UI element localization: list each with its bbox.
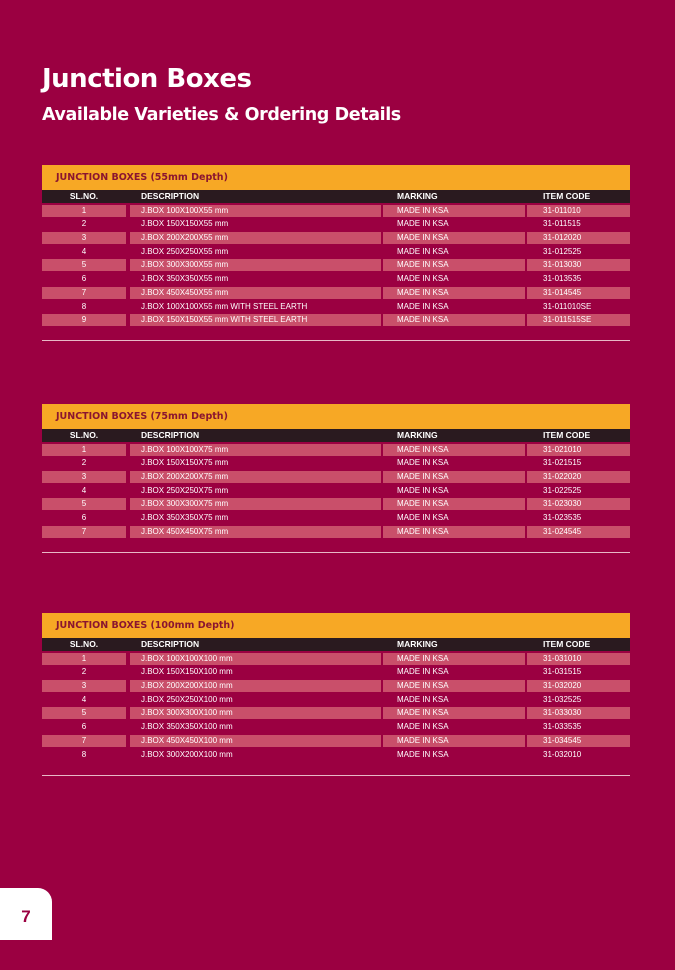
table-row	[42, 735, 630, 747]
cell-sl-no: 3	[42, 680, 126, 692]
table-row	[42, 694, 630, 706]
cell-sl-no: 1	[42, 205, 126, 217]
cell-marking: MADE IN KSA	[397, 485, 449, 495]
section-title: JUNCTION BOXES (75mm Depth)	[42, 404, 630, 429]
column-header-marking: MARKING	[397, 191, 438, 201]
cell-marking: MADE IN KSA	[397, 513, 449, 523]
cell-description: J.BOX 200X200X55 mm	[130, 232, 381, 244]
cell-marking: MADE IN KSA	[397, 694, 449, 704]
cell-description: J.BOX 150X150X100 mm	[141, 667, 233, 677]
table-row	[42, 707, 630, 719]
section-divider	[42, 552, 630, 553]
cell-description: J.BOX 100X100X100 mm	[130, 653, 381, 665]
cell-item-code: 31-011515SE	[527, 314, 630, 326]
table-row	[42, 314, 630, 326]
table-header-row	[42, 638, 630, 651]
cell-item-code: 31-011010SE	[543, 301, 592, 311]
cell-marking: MADE IN KSA	[383, 653, 525, 665]
section-title: JUNCTION BOXES (55mm Depth)	[42, 165, 630, 190]
table-row	[42, 273, 630, 285]
cell-marking: MADE IN KSA	[383, 287, 525, 299]
column-header-sl-no: SL.NO.	[69, 191, 99, 201]
cell-item-code: 31-021010	[527, 444, 630, 456]
cell-item-code: 31-034545	[527, 735, 630, 747]
cell-description: J.BOX 250X250X75 mm	[141, 485, 229, 495]
cell-sl-no: 1	[42, 653, 126, 665]
cell-marking: MADE IN KSA	[383, 471, 525, 483]
section-title: JUNCTION BOXES (100mm Depth)	[42, 613, 630, 638]
cell-sl-no: 8	[81, 301, 87, 311]
cell-marking: MADE IN KSA	[383, 735, 525, 747]
cell-marking: MADE IN KSA	[397, 301, 449, 311]
cell-sl-no: 6	[81, 722, 87, 732]
cell-marking: MADE IN KSA	[397, 274, 449, 284]
cell-item-code: 31-013030	[527, 259, 630, 271]
cell-description: J.BOX 450X450X75 mm	[130, 526, 381, 538]
page-title: Junction Boxes	[42, 64, 252, 94]
page-number: 7	[0, 888, 52, 940]
cell-item-code: 31-014545	[527, 287, 630, 299]
cell-marking: MADE IN KSA	[383, 232, 525, 244]
column-header-description: DESCRIPTION	[141, 191, 200, 201]
cell-sl-no: 7	[42, 735, 126, 747]
section-divider	[42, 775, 630, 776]
cell-sl-no: 7	[42, 526, 126, 538]
cell-item-code: 31-033030	[527, 707, 630, 719]
cell-item-code: 31-032010	[543, 749, 582, 759]
cell-item-code: 31-031010	[527, 653, 630, 665]
table-row	[42, 485, 630, 497]
column-header-item-code: ITEM CODE	[543, 639, 591, 649]
cell-description: J.BOX 100X100X75 mm	[130, 444, 381, 456]
cell-marking: MADE IN KSA	[397, 458, 449, 468]
table-row	[42, 218, 630, 230]
cell-description: J.BOX 350X350X100 mm	[141, 722, 233, 732]
column-header-sl-no: SL.NO.	[69, 639, 99, 649]
cell-marking: MADE IN KSA	[397, 749, 449, 759]
table-row	[42, 653, 630, 665]
cell-marking: MADE IN KSA	[383, 444, 525, 456]
table-row	[42, 246, 630, 258]
cell-item-code: 31-023535	[543, 513, 582, 523]
table-header-row	[42, 429, 630, 442]
cell-description: J.BOX 150X150X55 mm WITH STEEL EARTH	[130, 314, 381, 326]
cell-description: J.BOX 250X250X100 mm	[141, 694, 233, 704]
table-row	[42, 749, 630, 761]
cell-sl-no: 6	[81, 513, 87, 523]
cell-description: J.BOX 100X100X55 mm WITH STEEL EARTH	[141, 301, 308, 311]
cell-item-code: 31-022525	[543, 485, 582, 495]
cell-item-code: 31-011515	[543, 219, 581, 229]
cell-marking: MADE IN KSA	[383, 498, 525, 510]
cell-description: J.BOX 350X350X55 mm	[141, 274, 229, 284]
cell-sl-no: 4	[81, 694, 87, 704]
cell-marking: MADE IN KSA	[397, 219, 449, 229]
cell-item-code: 31-021515	[543, 458, 582, 468]
cell-item-code: 31-032525	[543, 694, 582, 704]
cell-item-code: 31-012525	[543, 246, 582, 256]
cell-description: J.BOX 450X450X100 mm	[130, 735, 381, 747]
table-row	[42, 471, 630, 483]
cell-item-code: 31-012020	[527, 232, 630, 244]
cell-sl-no: 3	[42, 232, 126, 244]
table-row	[42, 512, 630, 524]
section-75mm-table	[42, 404, 630, 553]
table-header-row	[42, 190, 630, 203]
cell-item-code: 31-022020	[527, 471, 630, 483]
section-55mm-table	[42, 165, 630, 341]
section-divider	[42, 340, 630, 341]
cell-item-code: 31-013535	[543, 274, 582, 284]
cell-description: J.BOX 150X150X75 mm	[141, 458, 229, 468]
cell-description: J.BOX 300X300X75 mm	[130, 498, 381, 510]
cell-item-code: 31-032020	[527, 680, 630, 692]
cell-marking: MADE IN KSA	[383, 314, 525, 326]
cell-marking: MADE IN KSA	[383, 680, 525, 692]
cell-marking: MADE IN KSA	[383, 205, 525, 217]
table-row	[42, 666, 630, 678]
column-header-marking: MARKING	[397, 430, 438, 440]
cell-marking: MADE IN KSA	[383, 259, 525, 271]
column-header-description: DESCRIPTION	[141, 639, 200, 649]
table-row	[42, 457, 630, 469]
table-row	[42, 721, 630, 733]
cell-sl-no: 6	[81, 274, 87, 284]
cell-sl-no: 5	[42, 707, 126, 719]
table-row	[42, 259, 630, 271]
table-row	[42, 301, 630, 313]
cell-item-code: 31-023030	[527, 498, 630, 510]
cell-description: J.BOX 200X200X75 mm	[130, 471, 381, 483]
cell-description: J.BOX 350X350X75 mm	[141, 513, 229, 523]
cell-item-code: 31-024545	[527, 526, 630, 538]
cell-description: J.BOX 200X200X100 mm	[130, 680, 381, 692]
cell-item-code: 31-031515	[543, 667, 582, 677]
cell-description: J.BOX 300X200X100 mm	[141, 749, 233, 759]
page-subtitle: Available Varieties & Ordering Details	[42, 105, 401, 125]
column-header-sl-no: SL.NO.	[69, 430, 99, 440]
cell-marking: MADE IN KSA	[397, 667, 449, 677]
cell-description: J.BOX 250X250X55 mm	[141, 246, 229, 256]
cell-sl-no: 9	[42, 314, 126, 326]
table-row	[42, 526, 630, 538]
cell-sl-no: 3	[42, 471, 126, 483]
column-header-item-code: ITEM CODE	[543, 191, 591, 201]
cell-marking: MADE IN KSA	[397, 246, 449, 256]
cell-sl-no: 4	[81, 485, 87, 495]
cell-description: J.BOX 300X300X100 mm	[130, 707, 381, 719]
cell-item-code: 31-033535	[543, 722, 582, 732]
cell-marking: MADE IN KSA	[383, 707, 525, 719]
cell-marking: MADE IN KSA	[397, 722, 449, 732]
column-header-description: DESCRIPTION	[141, 430, 200, 440]
cell-sl-no: 2	[81, 667, 87, 677]
table-row	[42, 498, 630, 510]
cell-description: J.BOX 300X300X55 mm	[130, 259, 381, 271]
cell-item-code: 31-011010	[527, 205, 630, 217]
column-header-item-code: ITEM CODE	[543, 430, 591, 440]
section-100mm-table	[42, 613, 630, 776]
cell-description: J.BOX 150X150X55 mm	[141, 219, 229, 229]
cell-sl-no: 8	[81, 749, 87, 759]
cell-sl-no: 7	[42, 287, 126, 299]
cell-marking: MADE IN KSA	[383, 526, 525, 538]
table-row	[42, 444, 630, 456]
cell-sl-no: 5	[42, 498, 126, 510]
cell-sl-no: 2	[81, 219, 87, 229]
cell-sl-no: 2	[81, 458, 87, 468]
table-row	[42, 680, 630, 692]
table-row	[42, 232, 630, 244]
cell-description: J.BOX 100X100X55 mm	[130, 205, 381, 217]
column-header-marking: MARKING	[397, 639, 438, 649]
table-row	[42, 287, 630, 299]
cell-sl-no: 5	[42, 259, 126, 271]
cell-description: J.BOX 450X450X55 mm	[130, 287, 381, 299]
table-row	[42, 205, 630, 217]
cell-sl-no: 4	[81, 246, 87, 256]
cell-sl-no: 1	[42, 444, 126, 456]
